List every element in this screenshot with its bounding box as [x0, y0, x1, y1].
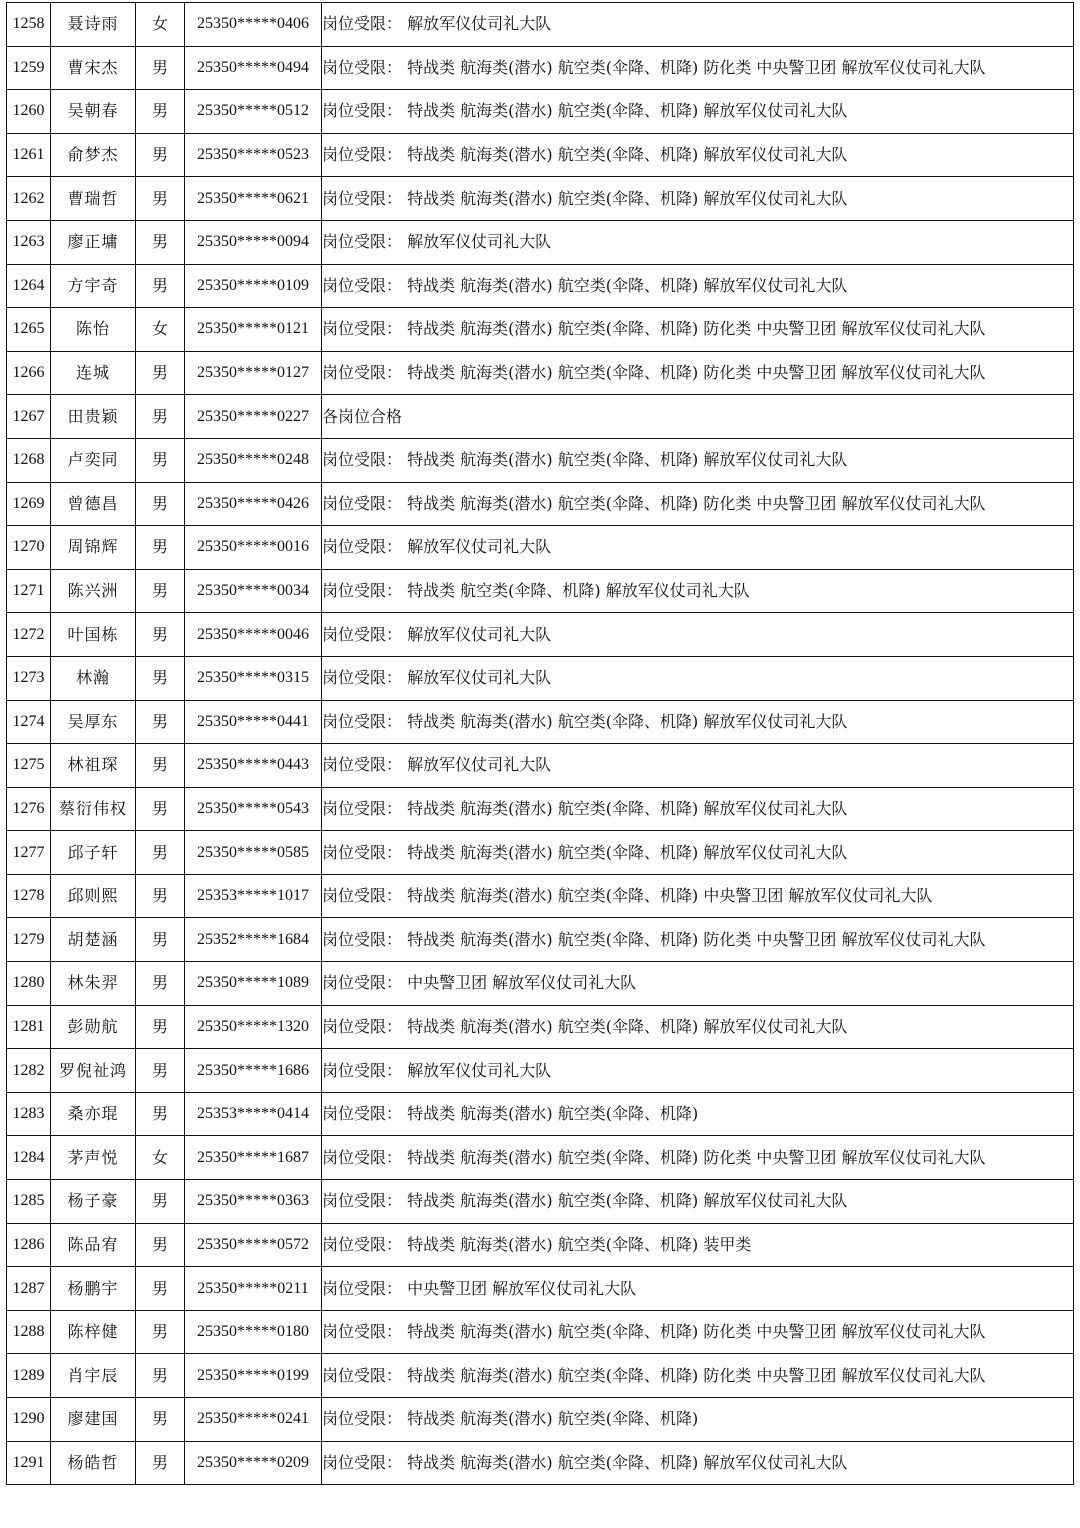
table-row: [7, 831, 1074, 875]
id-number-cell: 25350*****0199: [185, 1354, 322, 1398]
id-number-cell: 25350*****1089: [185, 962, 322, 1006]
gender-cell: 男: [136, 613, 185, 657]
remark-cell: 岗位受限： 特战类 航海类(潜水) 航空类(伞降、机降) 解放军仪仗司礼大队: [322, 1005, 1074, 1049]
remark-cell: 岗位受限： 特战类 航海类(潜水) 航空类(伞降、机降) 解放军仪仗司礼大队: [322, 787, 1074, 831]
gender-cell: 男: [136, 656, 185, 700]
name-cell: 邱子轩: [51, 831, 136, 875]
id-number-cell: 25350*****0211: [185, 1267, 322, 1311]
row-number-cell: 1270: [7, 526, 51, 570]
remark-cell: 岗位受限： 中央警卫团 解放军仪仗司礼大队: [322, 962, 1074, 1006]
gender-cell: 男: [136, 264, 185, 308]
table-row: [7, 1354, 1074, 1398]
id-number-cell: 25350*****1320: [185, 1005, 322, 1049]
remark-cell: 岗位受限： 特战类 航海类(潜水) 航空类(伞降、机降) 防化类 中央警卫团 解放军仪仗司礼大队: [322, 351, 1074, 395]
table-row: [7, 700, 1074, 744]
name-cell: 周锦辉: [51, 526, 136, 570]
name-cell: 林瀚: [51, 656, 136, 700]
gender-cell: 男: [136, 787, 185, 831]
remark-cell: 岗位受限： 特战类 航海类(潜水) 航空类(伞降、机降) 防化类 中央警卫团 解放军仪仗司礼大队: [322, 1310, 1074, 1354]
table-row: [7, 613, 1074, 657]
table-row: [7, 656, 1074, 700]
table-row: [7, 1441, 1074, 1485]
id-number-cell: 25350*****0094: [185, 220, 322, 264]
table-row: [7, 1180, 1074, 1224]
row-number-cell: 1277: [7, 831, 51, 875]
remark-cell: 岗位受限： 特战类 航海类(潜水) 航空类(伞降、机降) 防化类 中央警卫团 解放军仪仗司礼大队: [322, 918, 1074, 962]
gender-cell: 男: [136, 395, 185, 439]
table-row: [7, 918, 1074, 962]
row-number-cell: 1282: [7, 1049, 51, 1093]
remark-cell: 岗位受限： 解放军仪仗司礼大队: [322, 613, 1074, 657]
row-number-cell: 1258: [7, 3, 51, 47]
id-number-cell: 25350*****0426: [185, 482, 322, 526]
name-cell: 陈梓健: [51, 1310, 136, 1354]
row-number-cell: 1291: [7, 1441, 51, 1485]
row-number-cell: 1271: [7, 569, 51, 613]
name-cell: 曹宋杰: [51, 46, 136, 90]
table-row: [7, 438, 1074, 482]
row-number-cell: 1284: [7, 1136, 51, 1180]
gender-cell: 男: [136, 438, 185, 482]
name-cell: 蔡衍伟权: [51, 787, 136, 831]
gender-cell: 男: [136, 700, 185, 744]
name-cell: 俞梦杰: [51, 133, 136, 177]
row-number-cell: 1283: [7, 1092, 51, 1136]
id-number-cell: 25350*****0209: [185, 1441, 322, 1485]
gender-cell: 男: [136, 1049, 185, 1093]
table-row: [7, 1223, 1074, 1267]
table-row: [7, 1398, 1074, 1442]
table-row: [7, 220, 1074, 264]
id-number-cell: 25350*****0572: [185, 1223, 322, 1267]
row-number-cell: 1261: [7, 133, 51, 177]
table-row: [7, 90, 1074, 134]
row-number-cell: 1286: [7, 1223, 51, 1267]
remark-cell: 岗位受限： 特战类 航海类(潜水) 航空类(伞降、机降) 解放军仪仗司礼大队: [322, 700, 1074, 744]
roster-table: [6, 2, 1074, 1485]
id-number-cell: 25350*****0227: [185, 395, 322, 439]
table-row: [7, 1005, 1074, 1049]
id-number-cell: 25352*****1684: [185, 918, 322, 962]
id-number-cell: 25350*****0443: [185, 744, 322, 788]
row-number-cell: 1287: [7, 1267, 51, 1311]
name-cell: 吴朝春: [51, 90, 136, 134]
gender-cell: 男: [136, 569, 185, 613]
table-row: [7, 1267, 1074, 1311]
remark-cell: 岗位受限： 解放军仪仗司礼大队: [322, 526, 1074, 570]
remark-cell: 岗位受限： 中央警卫团 解放军仪仗司礼大队: [322, 1267, 1074, 1311]
gender-cell: 男: [136, 90, 185, 134]
remark-cell: 岗位受限： 解放军仪仗司礼大队: [322, 220, 1074, 264]
gender-cell: 女: [136, 3, 185, 47]
name-cell: 叶国栋: [51, 613, 136, 657]
remark-cell: 岗位受限： 特战类 航海类(潜水) 航空类(伞降、机降) 解放军仪仗司礼大队: [322, 90, 1074, 134]
table-row: [7, 1310, 1074, 1354]
table-row: [7, 133, 1074, 177]
remark-cell: 岗位受限： 解放军仪仗司礼大队: [322, 744, 1074, 788]
gender-cell: 男: [136, 1310, 185, 1354]
id-number-cell: 25350*****0512: [185, 90, 322, 134]
remark-cell: 岗位受限： 特战类 航海类(潜水) 航空类(伞降、机降) 解放军仪仗司礼大队: [322, 438, 1074, 482]
gender-cell: 男: [136, 874, 185, 918]
id-number-cell: 25350*****0248: [185, 438, 322, 482]
name-cell: 陈品宥: [51, 1223, 136, 1267]
row-number-cell: 1265: [7, 308, 51, 352]
remark-cell: 岗位受限： 特战类 航海类(潜水) 航空类(伞降、机降) 防化类 中央警卫团 解放军仪仗司礼大队: [322, 482, 1074, 526]
id-number-cell: 25350*****0543: [185, 787, 322, 831]
row-number-cell: 1279: [7, 918, 51, 962]
name-cell: 方宇奇: [51, 264, 136, 308]
name-cell: 林朱羿: [51, 962, 136, 1006]
gender-cell: 女: [136, 1136, 185, 1180]
id-number-cell: 25350*****1687: [185, 1136, 322, 1180]
gender-cell: 男: [136, 1092, 185, 1136]
table-row: [7, 744, 1074, 788]
row-number-cell: 1288: [7, 1310, 51, 1354]
row-number-cell: 1262: [7, 177, 51, 221]
gender-cell: 男: [136, 1005, 185, 1049]
id-number-cell: 25350*****0046: [185, 613, 322, 657]
name-cell: 连城: [51, 351, 136, 395]
id-number-cell: 25350*****0523: [185, 133, 322, 177]
remark-cell: 岗位受限： 特战类 航空类(伞降、机降) 解放军仪仗司礼大队: [322, 569, 1074, 613]
gender-cell: 男: [136, 482, 185, 526]
name-cell: 曹瑞哲: [51, 177, 136, 221]
name-cell: 廖建国: [51, 1398, 136, 1442]
remark-cell: 各岗位合格: [322, 395, 1074, 439]
row-number-cell: 1264: [7, 264, 51, 308]
gender-cell: 男: [136, 918, 185, 962]
remark-cell: 岗位受限： 特战类 航海类(潜水) 航空类(伞降、机降) 防化类 中央警卫团 解放军仪仗司礼大队: [322, 46, 1074, 90]
gender-cell: 男: [136, 1354, 185, 1398]
id-number-cell: 25353*****1017: [185, 874, 322, 918]
name-cell: 卢奕同: [51, 438, 136, 482]
id-number-cell: 25350*****0180: [185, 1310, 322, 1354]
remark-cell: 岗位受限： 特战类 航海类(潜水) 航空类(伞降、机降) 解放军仪仗司礼大队: [322, 133, 1074, 177]
row-number-cell: 1272: [7, 613, 51, 657]
gender-cell: 男: [136, 1441, 185, 1485]
remark-cell: 岗位受限： 特战类 航海类(潜水) 航空类(伞降、机降) 解放军仪仗司礼大队: [322, 831, 1074, 875]
remark-cell: 岗位受限： 特战类 航海类(潜水) 航空类(伞降、机降) 防化类 中央警卫团 解放军仪仗司礼大队: [322, 1354, 1074, 1398]
gender-cell: 男: [136, 1398, 185, 1442]
table-row: [7, 962, 1074, 1006]
row-number-cell: 1267: [7, 395, 51, 439]
name-cell: 聂诗雨: [51, 3, 136, 47]
table-row: [7, 482, 1074, 526]
name-cell: 邱则熙: [51, 874, 136, 918]
id-number-cell: 25350*****0406: [185, 3, 322, 47]
row-number-cell: 1266: [7, 351, 51, 395]
name-cell: 杨皓哲: [51, 1441, 136, 1485]
row-number-cell: 1275: [7, 744, 51, 788]
gender-cell: 男: [136, 1180, 185, 1224]
name-cell: 茅声悦: [51, 1136, 136, 1180]
name-cell: 陈怡: [51, 308, 136, 352]
gender-cell: 男: [136, 133, 185, 177]
document-page: [6, 2, 1074, 1485]
row-number-cell: 1260: [7, 90, 51, 134]
gender-cell: 女: [136, 308, 185, 352]
gender-cell: 男: [136, 220, 185, 264]
name-cell: 杨鹏宇: [51, 1267, 136, 1311]
name-cell: 杨子豪: [51, 1180, 136, 1224]
gender-cell: 男: [136, 177, 185, 221]
table-row: [7, 351, 1074, 395]
row-number-cell: 1263: [7, 220, 51, 264]
remark-cell: 岗位受限： 特战类 航海类(潜水) 航空类(伞降、机降): [322, 1092, 1074, 1136]
table-row: [7, 177, 1074, 221]
table-row: [7, 1049, 1074, 1093]
table-row: [7, 569, 1074, 613]
table-row: [7, 264, 1074, 308]
row-number-cell: 1276: [7, 787, 51, 831]
table-row: [7, 1092, 1074, 1136]
table-row: [7, 1136, 1074, 1180]
remark-cell: 岗位受限： 解放军仪仗司礼大队: [322, 1049, 1074, 1093]
gender-cell: 男: [136, 46, 185, 90]
row-number-cell: 1281: [7, 1005, 51, 1049]
id-number-cell: 25350*****0241: [185, 1398, 322, 1442]
row-number-cell: 1269: [7, 482, 51, 526]
remark-cell: 岗位受限： 特战类 航海类(潜水) 航空类(伞降、机降) 解放军仪仗司礼大队: [322, 1441, 1074, 1485]
table-row: [7, 395, 1074, 439]
name-cell: 胡楚涵: [51, 918, 136, 962]
table-row: [7, 874, 1074, 918]
row-number-cell: 1268: [7, 438, 51, 482]
id-number-cell: 25350*****0127: [185, 351, 322, 395]
gender-cell: 男: [136, 1223, 185, 1267]
gender-cell: 男: [136, 831, 185, 875]
id-number-cell: 25353*****0414: [185, 1092, 322, 1136]
name-cell: 廖正墉: [51, 220, 136, 264]
name-cell: 彭勋航: [51, 1005, 136, 1049]
gender-cell: 男: [136, 1267, 185, 1311]
name-cell: 吴厚东: [51, 700, 136, 744]
row-number-cell: 1280: [7, 962, 51, 1006]
name-cell: 肖宇辰: [51, 1354, 136, 1398]
id-number-cell: 25350*****1686: [185, 1049, 322, 1093]
remark-cell: 岗位受限： 特战类 航海类(潜水) 航空类(伞降、机降) 解放军仪仗司礼大队: [322, 1180, 1074, 1224]
name-cell: 林祖琛: [51, 744, 136, 788]
name-cell: 罗倪祉鸿: [51, 1049, 136, 1093]
name-cell: 曾德昌: [51, 482, 136, 526]
id-number-cell: 25350*****0441: [185, 700, 322, 744]
remark-cell: 岗位受限： 特战类 航海类(潜水) 航空类(伞降、机降) 防化类 中央警卫团 解放军仪仗司礼大队: [322, 1136, 1074, 1180]
row-number-cell: 1285: [7, 1180, 51, 1224]
table-row: [7, 46, 1074, 90]
remark-cell: 岗位受限： 特战类 航海类(潜水) 航空类(伞降、机降): [322, 1398, 1074, 1442]
gender-cell: 男: [136, 744, 185, 788]
row-number-cell: 1289: [7, 1354, 51, 1398]
id-number-cell: 25350*****0494: [185, 46, 322, 90]
name-cell: 桑亦琨: [51, 1092, 136, 1136]
name-cell: 田贵颖: [51, 395, 136, 439]
id-number-cell: 25350*****0621: [185, 177, 322, 221]
remark-cell: 岗位受限： 特战类 航海类(潜水) 航空类(伞降、机降) 装甲类: [322, 1223, 1074, 1267]
id-number-cell: 25350*****0315: [185, 656, 322, 700]
remark-cell: 岗位受限： 特战类 航海类(潜水) 航空类(伞降、机降) 中央警卫团 解放军仪仗司礼大队: [322, 874, 1074, 918]
gender-cell: 男: [136, 962, 185, 1006]
table-row: [7, 787, 1074, 831]
remark-cell: 岗位受限： 解放军仪仗司礼大队: [322, 656, 1074, 700]
id-number-cell: 25350*****0363: [185, 1180, 322, 1224]
row-number-cell: 1278: [7, 874, 51, 918]
row-number-cell: 1259: [7, 46, 51, 90]
id-number-cell: 25350*****0016: [185, 526, 322, 570]
table-row: [7, 308, 1074, 352]
id-number-cell: 25350*****0121: [185, 308, 322, 352]
gender-cell: 男: [136, 351, 185, 395]
id-number-cell: 25350*****0585: [185, 831, 322, 875]
gender-cell: 男: [136, 526, 185, 570]
row-number-cell: 1290: [7, 1398, 51, 1442]
table-row: [7, 526, 1074, 570]
remark-cell: 岗位受限： 解放军仪仗司礼大队: [322, 3, 1074, 47]
row-number-cell: 1273: [7, 656, 51, 700]
name-cell: 陈兴洲: [51, 569, 136, 613]
id-number-cell: 25350*****0034: [185, 569, 322, 613]
roster-body: [7, 3, 1074, 1485]
id-number-cell: 25350*****0109: [185, 264, 322, 308]
table-row: [7, 3, 1074, 47]
row-number-cell: 1274: [7, 700, 51, 744]
remark-cell: 岗位受限： 特战类 航海类(潜水) 航空类(伞降、机降) 解放军仪仗司礼大队: [322, 264, 1074, 308]
remark-cell: 岗位受限： 特战类 航海类(潜水) 航空类(伞降、机降) 解放军仪仗司礼大队: [322, 177, 1074, 221]
remark-cell: 岗位受限： 特战类 航海类(潜水) 航空类(伞降、机降) 防化类 中央警卫团 解放军仪仗司礼大队: [322, 308, 1074, 352]
